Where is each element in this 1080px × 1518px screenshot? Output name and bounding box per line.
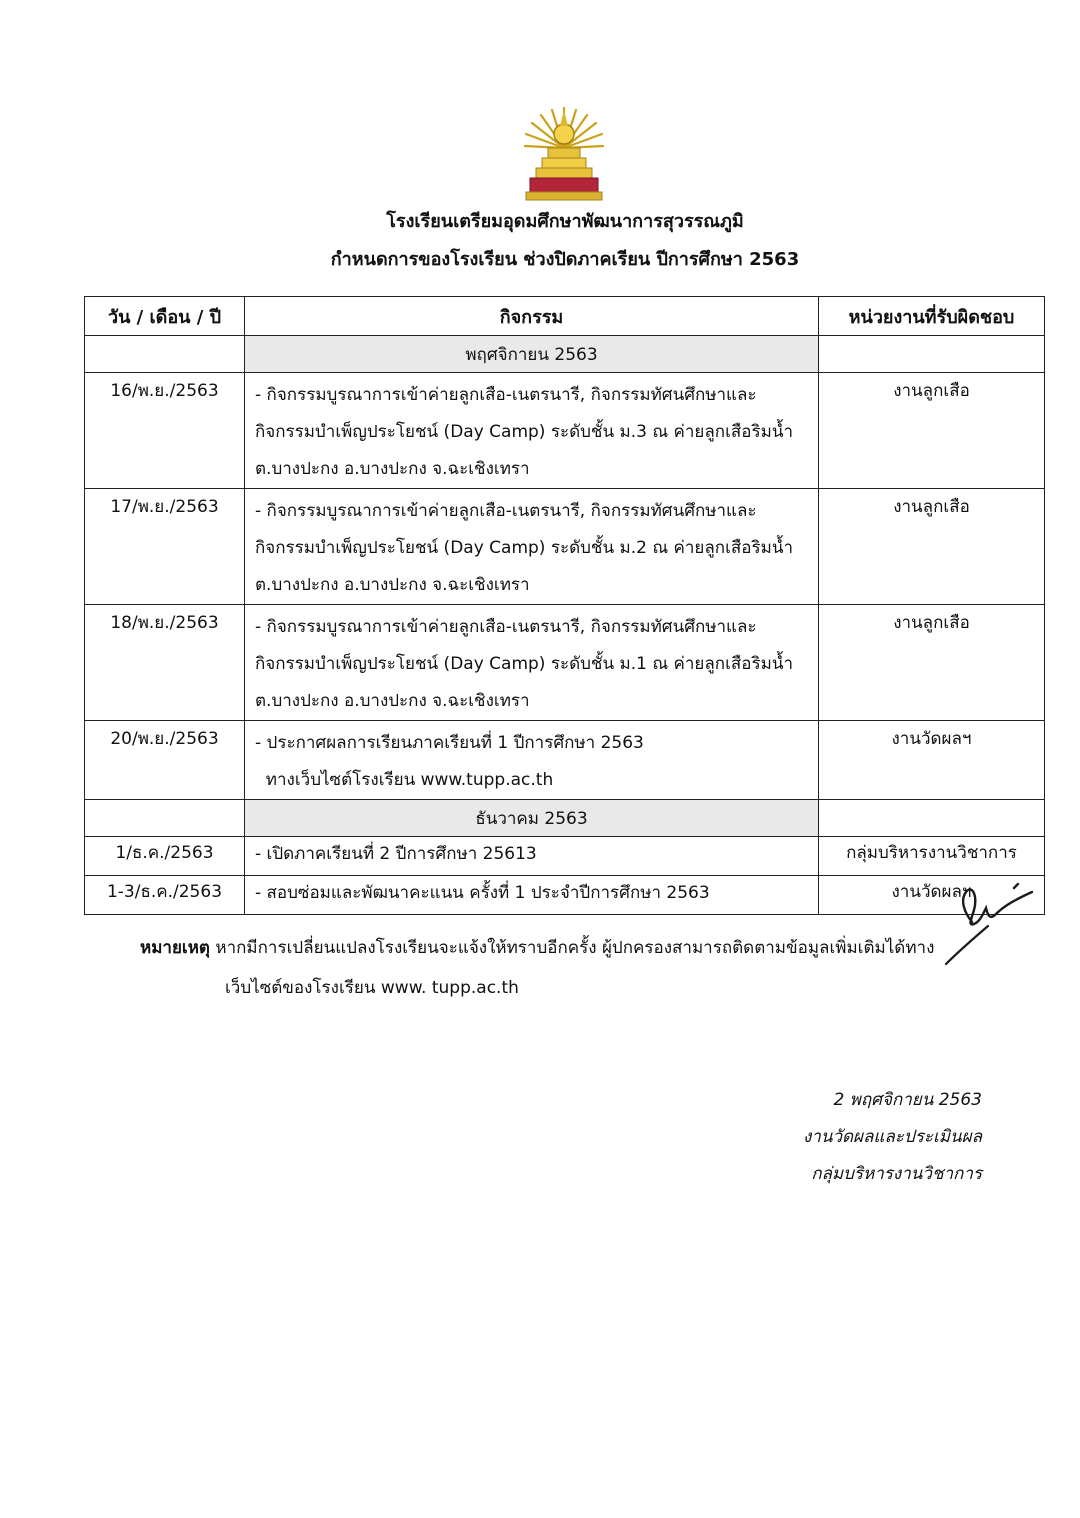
issuer-department: งานวัดผลและประเมินผล xyxy=(802,1127,982,1147)
school-name: โรงเรียนเตรียมอุดมศึกษาพัฒนาการสุวรรณภูมิ xyxy=(386,211,744,232)
table-header-row xyxy=(85,297,1045,336)
issuer-group: กลุ่มบริหารงานวิชาการ xyxy=(811,1164,982,1184)
row-unit: งานลูกเสือ xyxy=(819,605,1045,721)
row-activity: - กิจกรรมบูรณาการเข้าค่ายลูกเสือ-เนตรนารี, กิจกรรมทัศนศึกษาและ กิจกรรมบำเพ็ญประโยชน์ (Day Camp) ระดับชั้น ม.2 ณ ค่ายลูกเสือริมน้ำ ต.บางปะกง อ.บางปะกง จ.ฉะเชิงเทรา xyxy=(245,489,819,605)
row-activity: - เปิดภาคเรียนที่ 2 ปีการศึกษา 25613 xyxy=(245,837,819,876)
table-row xyxy=(85,489,1045,605)
row-unit: กลุ่มบริหารงานวิชาการ xyxy=(819,837,1045,876)
row-date: 17/พ.ย./2563 xyxy=(85,489,245,605)
column-header-activity: กิจกรรม xyxy=(245,297,819,336)
month-row-december xyxy=(85,800,1045,837)
month-label: พฤศจิกายน 2563 xyxy=(245,336,819,373)
row-unit: งานลูกเสือ xyxy=(819,373,1045,489)
table-row xyxy=(85,373,1045,489)
note-text-website: เว็บไซต์ของโรงเรียน www. tupp.ac.th xyxy=(225,978,519,998)
row-unit: งานวัดผลฯ xyxy=(819,721,1045,800)
note xyxy=(140,934,960,961)
row-date: 18/พ.ย./2563 xyxy=(85,605,245,721)
issue-date: 2 พฤศจิกายน 2563 xyxy=(833,1090,982,1110)
row-date: 1/ธ.ค./2563 xyxy=(85,837,245,876)
row-date: 20/พ.ย./2563 xyxy=(85,721,245,800)
month-row-november xyxy=(85,336,1045,373)
row-activity: - กิจกรรมบูรณาการเข้าค่ายลูกเสือ-เนตรนารี, กิจกรรมทัศนศึกษาและ กิจกรรมบำเพ็ญประโยชน์ (Day Camp) ระดับชั้น ม.3 ณ ค่ายลูกเสือริมน้ำ ต.บางปะกง อ.บางปะกง จ.ฉะเชิงเทรา xyxy=(245,373,819,489)
table-row xyxy=(85,605,1045,721)
schedule-table xyxy=(84,296,1045,915)
row-date: 1-3/ธ.ค./2563 xyxy=(85,876,245,915)
table-row xyxy=(85,721,1045,800)
row-activity: - ประกาศผลการเรียนภาคเรียนที่ 1 ปีการศึกษา 2563 ทางเว็บไซต์โรงเรียน www.tupp.ac.th xyxy=(245,721,819,800)
issuer-block xyxy=(803,1082,982,1193)
month-label: ธันวาคม 2563 xyxy=(245,800,819,837)
column-header-date: วัน / เดือน / ปี xyxy=(85,297,245,336)
row-date: 16/พ.ย./2563 xyxy=(85,373,245,489)
school-emblem-icon xyxy=(522,104,606,204)
note-label: หมายเหตุ xyxy=(140,938,210,958)
document-title: กำหนดการของโรงเรียน ช่วงปิดภาคเรียน ปีการศึกษา 2563 xyxy=(330,249,800,270)
table-row xyxy=(85,837,1045,876)
row-activity: - สอบซ่อมและพัฒนาคะแนน ครั้งที่ 1 ประจำปีการศึกษา 2563 xyxy=(245,876,819,915)
row-activity: - กิจกรรมบูรณาการเข้าค่ายลูกเสือ-เนตรนารี, กิจกรรมทัศนศึกษาและ กิจกรรมบำเพ็ญประโยชน์ (Day Camp) ระดับชั้น ม.1 ณ ค่ายลูกเสือริมน้ำ ต.บางปะกง อ.บางปะกง จ.ฉะเชิงเทรา xyxy=(245,605,819,721)
row-unit: งานลูกเสือ xyxy=(819,489,1045,605)
table-row xyxy=(85,876,1045,915)
note-text: หากมีการเปลี่ยนแปลงโรงเรียนจะแจ้งให้ทราบอีกครั้ง ผู้ปกครองสามารถติดตามข้อมูลเพิ่มเติมได้ทาง xyxy=(215,938,935,958)
column-header-unit: หน่วยงานที่รับผิดชอบ xyxy=(819,297,1045,336)
row-unit: งานวัดผลฯ xyxy=(819,876,1045,915)
